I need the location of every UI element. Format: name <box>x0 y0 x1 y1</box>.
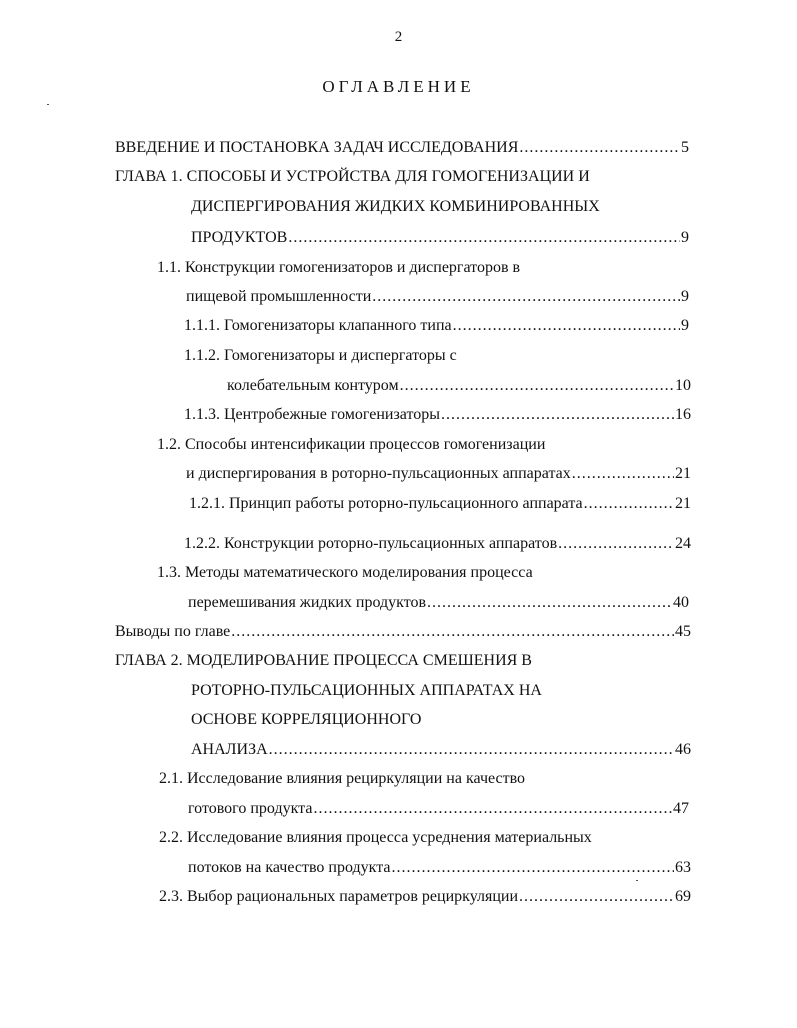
toc-entry-1-1-3: 1.1.3. Центробежные гомогенизаторы ..... 16 <box>184 405 691 425</box>
dot-leader <box>400 376 674 396</box>
dot-leader <box>288 228 680 248</box>
toc-entry-1-3: 1.3. Методы математического моделирования процесса <box>157 564 533 581</box>
scan-speck <box>47 104 49 105</box>
dot-leader <box>558 534 674 554</box>
toc-title: ОГЛАВЛЕНИЕ <box>322 77 475 96</box>
toc-entry-1-3-end: перемешивания жидких продуктов ..... 40 <box>188 593 689 613</box>
toc-entry-chapter-2-cont: РОТОРНО-ПУЛЬСАЦИОННЫХ АППАРАТАХ НА <box>191 682 542 699</box>
toc-entry-1-2: 1.2. Способы интенсификации процессов гомогенизации <box>157 436 546 453</box>
dot-leader <box>391 858 674 878</box>
toc-entry-chapter-1-cont: ДИСПЕРГИРОВАНИЯ ЖИДКИХ КОМБИНИРОВАННЫХ <box>191 198 600 215</box>
page-number: 2 <box>394 29 403 45</box>
toc-entry-1-1-2: 1.1.2. Гомогенизаторы и диспергаторы с <box>184 347 457 364</box>
toc-entry-1-2-2: 1.2.2. Конструкции роторно-пульсационных аппаратов ..... 24 <box>184 534 691 554</box>
dot-leader <box>572 464 674 484</box>
toc-entry-1-2-end: и диспергирования в роторно-пульсационных аппаратах ..... 21 <box>186 464 691 484</box>
toc-entry-2-3: 2.3. Выбор рациональных параметров рециркуляции ..... 69 <box>159 887 691 907</box>
toc-entry-1-1: 1.1. Конструкции гомогенизаторов и диспергаторов в <box>157 259 521 276</box>
toc-entry-2-1: 2.1. Исследование влияния рециркуляции на качество <box>159 770 526 787</box>
toc-entry-chapter-2: ГЛАВА 2. МОДЕЛИРОВАНИЕ ПРОЦЕССА СМЕШЕНИЯ В <box>115 652 532 669</box>
toc-entry-conclusions: Выводы по главе ..... 45 <box>115 622 691 642</box>
dot-leader <box>584 494 674 514</box>
toc-entry-chapter-2-end: АНАЛИЗА ..... 46 <box>191 740 691 760</box>
toc-entry-1-1-end: пищевой промышленности ..... 9 <box>186 287 689 307</box>
dot-leader <box>453 316 680 336</box>
toc-entry-chapter-2-cont-2: ОСНОВЕ КОРРЕЛЯЦИОННОГО <box>191 711 422 728</box>
dot-leader <box>519 138 680 158</box>
toc-entry-2-2: 2.2. Исследование влияния процесса усреднения материальных <box>159 829 592 846</box>
scan-speck <box>636 880 638 881</box>
toc-entry-1-2-1: 1.2.1. Принцип работы роторно-пульсационного аппарата ..... 21 <box>189 494 691 514</box>
toc-entry-1-1-1: 1.1.1. Гомогенизаторы клапанного типа ..... 9 <box>184 316 689 336</box>
toc-entry-2-2-end: потоков на качество продукта ..... 63 <box>188 858 691 878</box>
dot-leader <box>269 740 674 760</box>
dot-leader <box>427 593 672 613</box>
toc-entry-1-1-2-end: колебательным контуром ..... 10 <box>227 376 691 396</box>
toc-entry-chapter-1: ГЛАВА 1. СПОСОБЫ И УСТРОЙСТВА ДЛЯ ГОМОГЕНИЗАЦИИ И <box>115 168 590 185</box>
toc-entry-chapter-1-end: ПРОДУКТОВ ..... 9 <box>191 228 689 248</box>
dot-leader <box>372 287 680 307</box>
dot-leader <box>313 799 672 819</box>
toc-entry-introduction: ВВЕДЕНИЕ И ПОСТАНОВКА ЗАДАЧ ИССЛЕДОВАНИЯ ..... 5 <box>115 138 689 158</box>
dot-leader <box>519 887 674 907</box>
toc-entry-2-1-end: готового продукта ..... 47 <box>188 799 689 819</box>
dot-leader <box>441 405 674 425</box>
dot-leader <box>231 622 674 642</box>
